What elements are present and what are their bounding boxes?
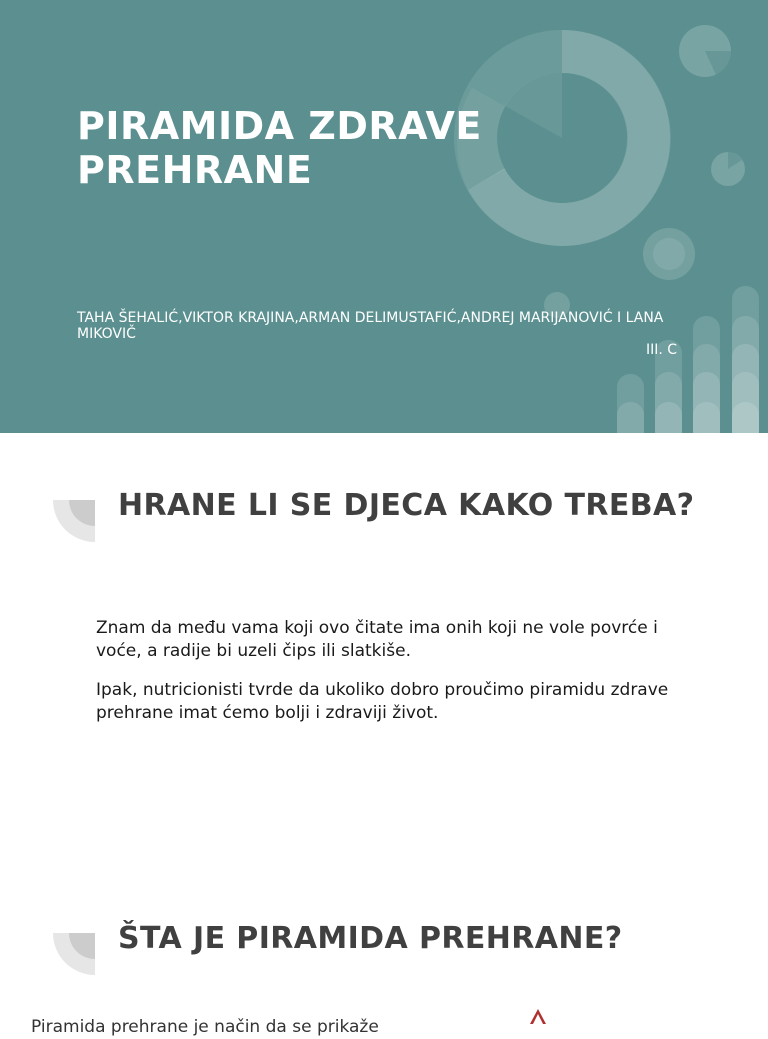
presentation-title: PIRAMIDA ZDRAVE PREHRANE (77, 104, 482, 192)
class-label: III. C (645, 342, 677, 358)
section-heading-children-nutrition: HRANE LI SE DJECA KAKO TREBA? (118, 488, 695, 523)
quarter-circle-icon (53, 500, 95, 542)
quarter-circle-icon (53, 933, 95, 975)
paragraph-nutritionists: Ipak, nutricionisti tvrde da ukoliko dobro proučimo piramidu zdrave prehrane imat ćemo bolji i zdraviji život. (96, 680, 669, 723)
paragraph-pyramid-definition: Piramida prehrane je način da se prikaže (31, 1017, 379, 1037)
decorative-chart-graphics (0, 0, 768, 433)
paragraph-intro: Znam da među vama koji ovo čitate ima onih koji ne vole povrće i voće, a radije bi uzeli čips ili slatkiše. (96, 618, 658, 661)
title-slide (0, 0, 768, 433)
authors-line: TAHA ŠEHALIĆ,VIKTOR KRAJINA,ARMAN DELIMUSTAFIĆ,ANDREJ MARIJANOVIĆ I LANA MIKOVIČ (77, 310, 664, 342)
pyramid-image-icon (528, 1008, 548, 1024)
section-heading-what-is-pyramid: ŠTA JE PIRAMIDA PREHRANE? (118, 921, 623, 956)
